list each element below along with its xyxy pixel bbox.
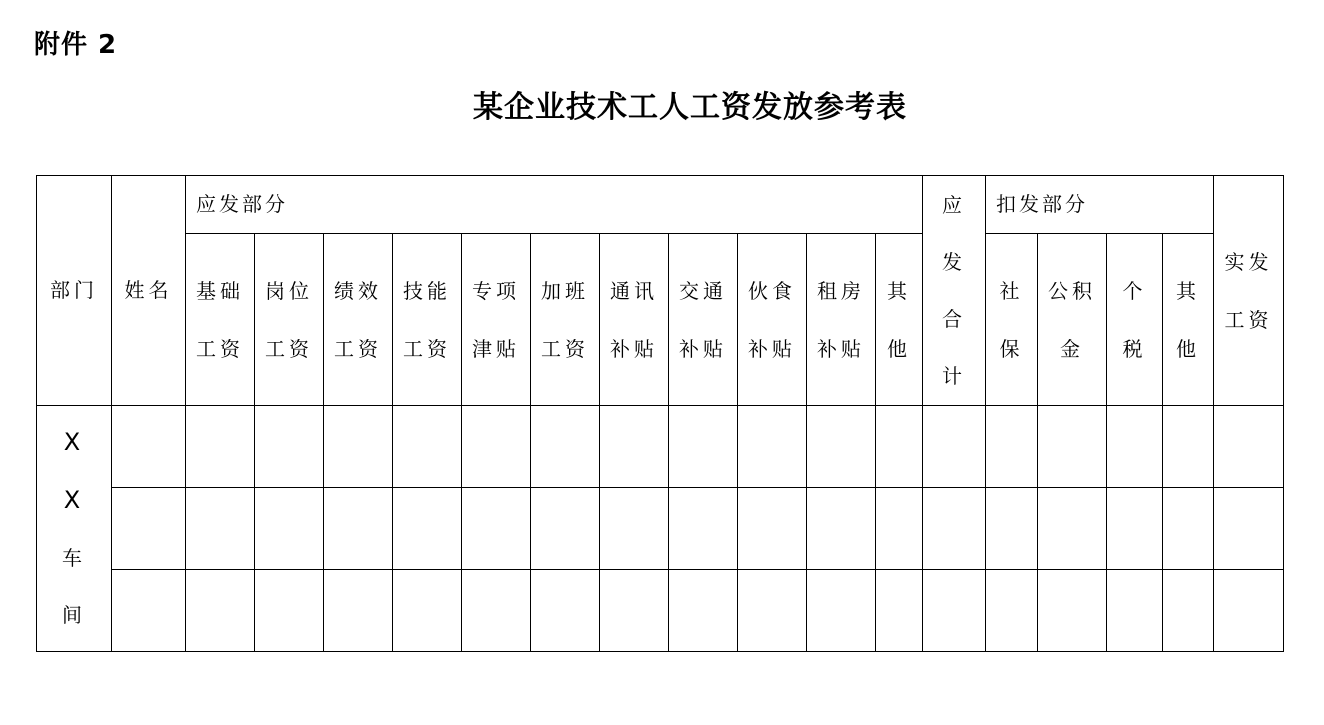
table-cell bbox=[255, 570, 324, 652]
table-cell bbox=[1163, 488, 1214, 570]
salary-table bbox=[36, 175, 1284, 652]
col-communication-allowance: 通讯 补贴 bbox=[600, 234, 669, 406]
dept-cell: X X 车 间 bbox=[37, 406, 112, 652]
table-cell bbox=[393, 488, 462, 570]
table-cell bbox=[1107, 488, 1163, 570]
table-cell bbox=[324, 406, 393, 488]
table-cell bbox=[738, 570, 807, 652]
table-cell bbox=[669, 406, 738, 488]
table-cell bbox=[1038, 488, 1107, 570]
table-cell bbox=[1214, 406, 1284, 488]
table-cell bbox=[531, 570, 600, 652]
table-cell bbox=[462, 406, 531, 488]
table-cell bbox=[986, 570, 1038, 652]
table-cell bbox=[600, 488, 669, 570]
table-cell bbox=[531, 406, 600, 488]
net-pay-header: 实发 工资 bbox=[1214, 176, 1284, 406]
table-cell bbox=[876, 570, 923, 652]
payable-group-header: 应发部分 bbox=[186, 176, 923, 234]
table-cell bbox=[393, 570, 462, 652]
table-cell bbox=[186, 406, 255, 488]
table-row bbox=[37, 570, 1284, 652]
table-cell bbox=[186, 488, 255, 570]
table-cell bbox=[112, 406, 186, 488]
table-cell bbox=[1214, 570, 1284, 652]
table-cell bbox=[462, 570, 531, 652]
table-cell bbox=[807, 570, 876, 652]
col-base-salary: 基础 工资 bbox=[186, 234, 255, 406]
header-row-2 bbox=[37, 234, 1284, 406]
table-cell bbox=[986, 488, 1038, 570]
table-cell bbox=[986, 406, 1038, 488]
table-cell bbox=[393, 406, 462, 488]
table-cell bbox=[186, 570, 255, 652]
table-cell bbox=[324, 570, 393, 652]
table-cell bbox=[1163, 570, 1214, 652]
table-cell bbox=[600, 406, 669, 488]
table-cell bbox=[255, 488, 324, 570]
col-performance-salary: 绩效 工资 bbox=[324, 234, 393, 406]
table-cell bbox=[876, 488, 923, 570]
col-payable-other: 其 他 bbox=[876, 234, 923, 406]
col-special-allowance: 专项 津贴 bbox=[462, 234, 531, 406]
table-cell bbox=[112, 488, 186, 570]
attachment-label: 附件 2 bbox=[34, 30, 118, 60]
table-cell bbox=[531, 488, 600, 570]
table-cell bbox=[923, 488, 986, 570]
payable-total-header: 应 发 合 计 bbox=[923, 176, 986, 406]
table-cell bbox=[1107, 406, 1163, 488]
col-skill-salary: 技能 工资 bbox=[393, 234, 462, 406]
table-cell bbox=[255, 406, 324, 488]
table-cell bbox=[807, 488, 876, 570]
table-cell bbox=[324, 488, 393, 570]
col-overtime-pay: 加班 工资 bbox=[531, 234, 600, 406]
header-row-1 bbox=[37, 176, 1284, 234]
col-deduction-other: 其 他 bbox=[1163, 234, 1214, 406]
table-cell bbox=[738, 406, 807, 488]
col-transport-allowance: 交通 补贴 bbox=[669, 234, 738, 406]
col-housing-fund: 公积 金 bbox=[1038, 234, 1107, 406]
table-cell bbox=[112, 570, 186, 652]
table-cell bbox=[923, 406, 986, 488]
table-row bbox=[37, 488, 1284, 570]
table-cell bbox=[1038, 570, 1107, 652]
table-cell bbox=[923, 570, 986, 652]
table-cell bbox=[807, 406, 876, 488]
deduction-group-header: 扣发部分 bbox=[986, 176, 1214, 234]
table-cell bbox=[462, 488, 531, 570]
name-header: 姓名 bbox=[112, 176, 186, 406]
table-cell bbox=[1038, 406, 1107, 488]
table-cell bbox=[669, 488, 738, 570]
col-social-insurance: 社 保 bbox=[986, 234, 1038, 406]
table-cell bbox=[1214, 488, 1284, 570]
col-meal-allowance: 伙食 补贴 bbox=[738, 234, 807, 406]
table-cell bbox=[600, 570, 669, 652]
table-cell bbox=[738, 488, 807, 570]
table-cell bbox=[876, 406, 923, 488]
col-income-tax: 个 税 bbox=[1107, 234, 1163, 406]
dept-header: 部门 bbox=[37, 176, 112, 406]
col-rent-allowance: 租房 补贴 bbox=[807, 234, 876, 406]
table-row bbox=[37, 406, 1284, 488]
page-title: 某企业技术工人工资发放参考表 bbox=[473, 90, 907, 125]
table-cell bbox=[1107, 570, 1163, 652]
table-cell bbox=[1163, 406, 1214, 488]
col-post-salary: 岗位 工资 bbox=[255, 234, 324, 406]
table-cell bbox=[669, 570, 738, 652]
